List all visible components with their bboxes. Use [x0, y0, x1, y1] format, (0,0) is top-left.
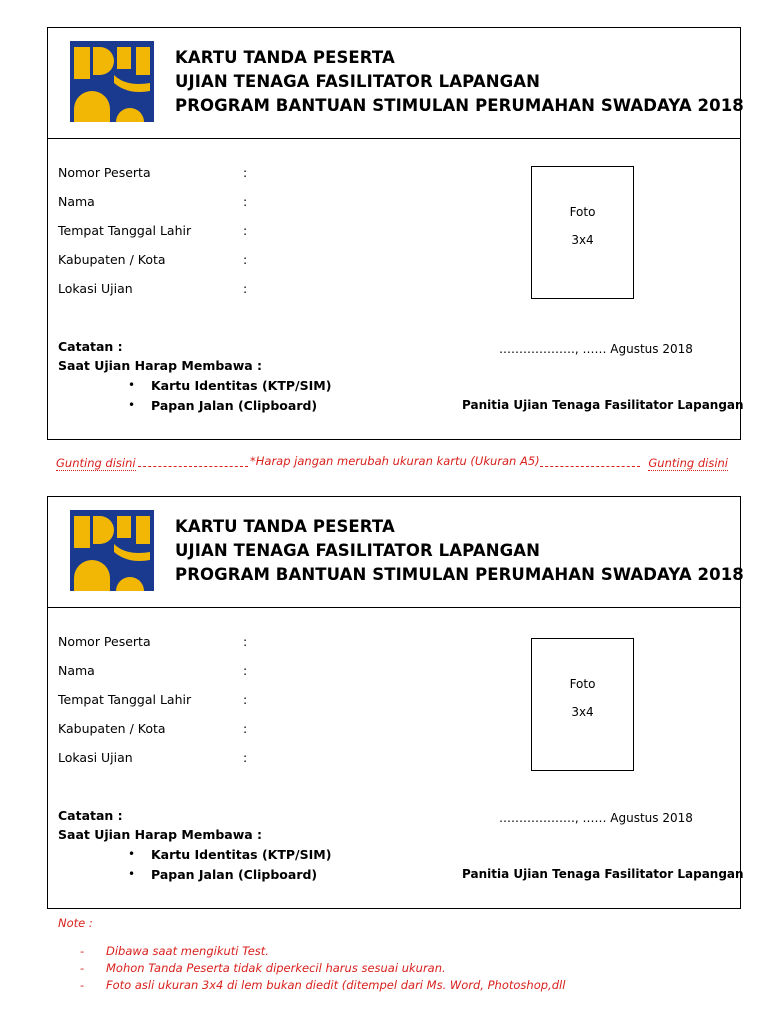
photo-size: 3x4	[571, 233, 594, 247]
bullet-icon: •	[128, 867, 136, 881]
note-title: Note :	[58, 916, 93, 930]
cut-dash	[540, 466, 640, 467]
date-line: ………………., …… Agustus 2018	[499, 811, 693, 825]
note-text-2: Mohon Tanda Peserta tidak diperkecil harus sesuai ukuran.	[106, 961, 446, 975]
field-colon: :	[243, 750, 248, 765]
field-colon: :	[243, 165, 248, 180]
bring-item-1: Kartu Identitas (KTP/SIM)	[151, 378, 332, 393]
bullet-icon: •	[128, 378, 136, 392]
photo-size: 3x4	[571, 705, 594, 719]
date-line: ………………., …… Agustus 2018	[499, 342, 693, 356]
card-title-3: PROGRAM BANTUAN STIMULAN PERUMAHAN SWADAYA 2018	[175, 565, 744, 584]
card-title-3: PROGRAM BANTUAN STIMULAN PERUMAHAN SWADAYA 2018	[175, 96, 744, 115]
signature-panitia: Panitia Ujian Tenaga Fasilitator Lapangan	[462, 398, 744, 412]
pu-logo-icon	[70, 41, 154, 122]
card-title-1: KARTU TANDA PESERTA	[175, 517, 395, 536]
catatan-label: Catatan :	[58, 808, 123, 823]
bring-item-2: Papan Jalan (Clipboard)	[151, 398, 318, 413]
bring-item-1: Kartu Identitas (KTP/SIM)	[151, 847, 332, 862]
note-text-3: Foto asli ukuran 3x4 di lem bukan diedit (ditempel dari Ms. Word, Photoshop,dll	[106, 978, 566, 992]
bring-label: Saat Ujian Harap Membawa :	[58, 358, 263, 373]
signature-panitia: Panitia Ujian Tenaga Fasilitator Lapangan	[462, 867, 744, 881]
field-colon: :	[243, 634, 248, 649]
card-title-2: UJIAN TENAGA FASILITATOR LAPANGAN	[175, 72, 541, 91]
photo-label: Foto	[569, 677, 596, 691]
catatan-label: Catatan :	[58, 339, 123, 354]
note-text-1: Dibawa saat mengikuti Test.	[106, 944, 269, 958]
photo-box	[531, 638, 634, 771]
cut-here-right: Gunting disini	[648, 456, 728, 470]
field-colon: :	[243, 252, 248, 267]
field-label-nama: Nama	[58, 663, 95, 678]
card-title-2: UJIAN TENAGA FASILITATOR LAPANGAN	[175, 541, 541, 560]
pu-logo-icon	[70, 510, 154, 591]
photo-box	[531, 166, 634, 299]
field-label-kabupaten: Kabupaten / Kota	[58, 252, 166, 267]
bullet-icon: •	[128, 398, 136, 412]
field-label-nomor: Nomor Peserta	[58, 634, 151, 649]
participant-card-2	[47, 496, 744, 909]
cut-here-left: Gunting disini	[56, 456, 136, 470]
field-label-ttl: Tempat Tanggal Lahir	[58, 223, 192, 238]
field-colon: :	[243, 721, 248, 736]
bring-label: Saat Ujian Harap Membawa :	[58, 827, 263, 842]
note-dash: -	[80, 944, 85, 958]
participant-card-1	[47, 27, 744, 440]
card-header	[48, 497, 744, 608]
field-colon: :	[243, 194, 248, 209]
cut-dash	[138, 466, 248, 467]
card-header	[48, 28, 744, 139]
field-colon: :	[243, 223, 248, 238]
bring-item-2: Papan Jalan (Clipboard)	[151, 867, 318, 882]
field-label-ttl: Tempat Tanggal Lahir	[58, 692, 192, 707]
field-label-kabupaten: Kabupaten / Kota	[58, 721, 166, 736]
field-colon: :	[243, 663, 248, 678]
field-colon: :	[243, 281, 248, 296]
field-label-lokasi: Lokasi Ujian	[58, 281, 133, 296]
field-label-nomor: Nomor Peserta	[58, 165, 151, 180]
card-title-1: KARTU TANDA PESERTA	[175, 48, 395, 67]
cut-line	[52, 454, 728, 470]
field-label-nama: Nama	[58, 194, 95, 209]
photo-label: Foto	[569, 205, 596, 219]
note-dash: -	[80, 961, 85, 975]
field-colon: :	[243, 692, 248, 707]
cut-warning: *Harap jangan merubah ukuran kartu (Ukuran A5)	[250, 454, 540, 468]
bullet-icon: •	[128, 847, 136, 861]
field-label-lokasi: Lokasi Ujian	[58, 750, 133, 765]
note-dash: -	[80, 978, 85, 992]
